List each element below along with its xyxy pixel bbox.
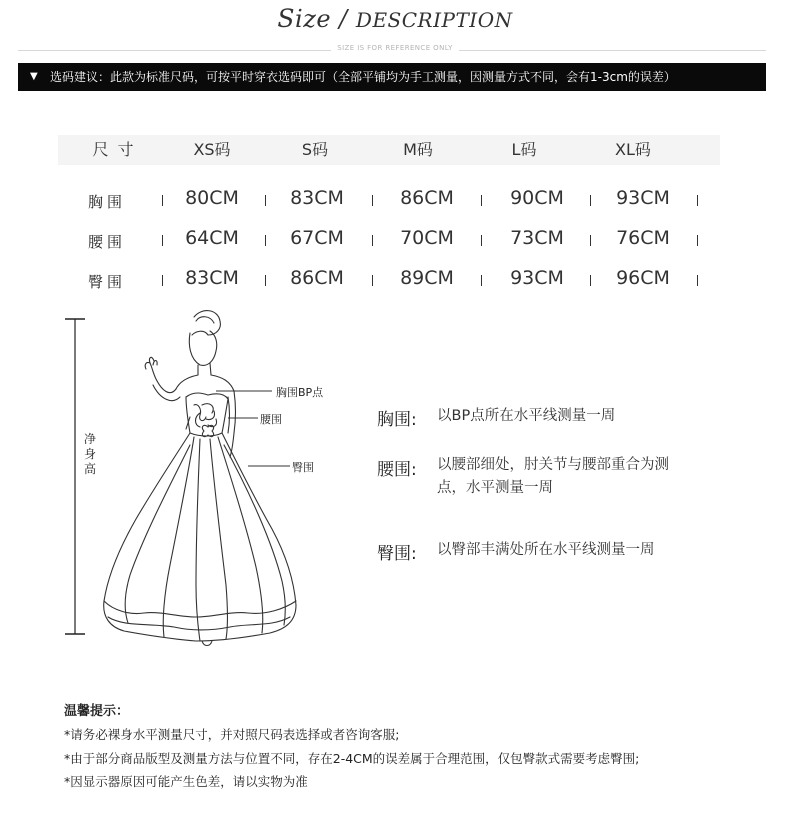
- hip-measure-name: 臀围:: [377, 544, 417, 564]
- bust-measure-name: 胸围:: [377, 410, 417, 430]
- header-subtitle: SIZE IS FOR REFERENCE ONLY: [0, 44, 790, 52]
- table-cell: 86CM: [290, 267, 344, 289]
- page-title: Size / DESCRIPTION: [277, 4, 513, 33]
- size-col-xs: XS码: [193, 140, 231, 159]
- table-cell: 86CM: [400, 187, 454, 209]
- size-col-s: S码: [301, 140, 329, 159]
- table-cell: 76CM: [616, 227, 670, 249]
- height-label: 净 身 高: [80, 432, 100, 477]
- waist-label: 腰围: [260, 413, 282, 426]
- row-label-waist: 腰围: [87, 233, 126, 251]
- table-cell: 80CM: [185, 187, 239, 209]
- waist-measure-name: 腰围:: [377, 460, 417, 480]
- table-cell: 93CM: [510, 267, 564, 289]
- table-cell: 83CM: [290, 187, 344, 209]
- table-cell: 93CM: [616, 187, 670, 209]
- hip-label: 臀围: [292, 461, 314, 474]
- table-cell: 96CM: [616, 267, 670, 289]
- triangle-down-icon: ▼: [30, 71, 38, 82]
- tip-item: *请务必裸身水平测量尺寸，并对照尺码表选择或者咨询客服;: [64, 727, 400, 742]
- size-header-label: 尺 寸: [92, 140, 136, 159]
- bust-measure-text: 以BP点所在水平线测量一周: [437, 408, 616, 424]
- table-cell: 90CM: [510, 187, 564, 209]
- size-col-xl: XL码: [615, 140, 651, 159]
- table-cell: 83CM: [185, 267, 239, 289]
- tip-item: *因显示器原因可能产生色差，请以实物为准: [64, 774, 308, 789]
- row-label-bust: 胸围: [87, 193, 126, 211]
- hip-measure-text: 以臀部丰满处所在水平线测量一周: [437, 542, 655, 558]
- waist-measure-text-1: 以腰部细处，肘关节与腰部重合为测: [437, 457, 669, 473]
- table-cell: 64CM: [185, 227, 239, 249]
- table-cell: 70CM: [400, 227, 454, 249]
- row-label-hip: 臀围: [87, 273, 126, 291]
- size-col-m: M码: [403, 140, 433, 159]
- table-cell: 73CM: [510, 227, 564, 249]
- tips-title: 温馨提示：: [64, 704, 130, 719]
- table-cell: 67CM: [290, 227, 344, 249]
- size-advice-text: 选码建议：此款为标准尺码，可按平时穿衣选码即可（全部平铺均为手工测量，因测量方式不同，会有1-3cm的误差）: [50, 70, 676, 84]
- bust-point-label: 胸围BP点: [276, 386, 324, 399]
- waist-measure-text-2: 点，水平测量一周: [437, 480, 553, 496]
- size-col-l: L码: [511, 140, 537, 159]
- table-cell: 89CM: [400, 267, 454, 289]
- tip-item: *由于部分商品版型及测量方法与位置不同，存在2-4CM的误差属于合理范围，仅包臀款式需要考虑臀围;: [64, 751, 640, 766]
